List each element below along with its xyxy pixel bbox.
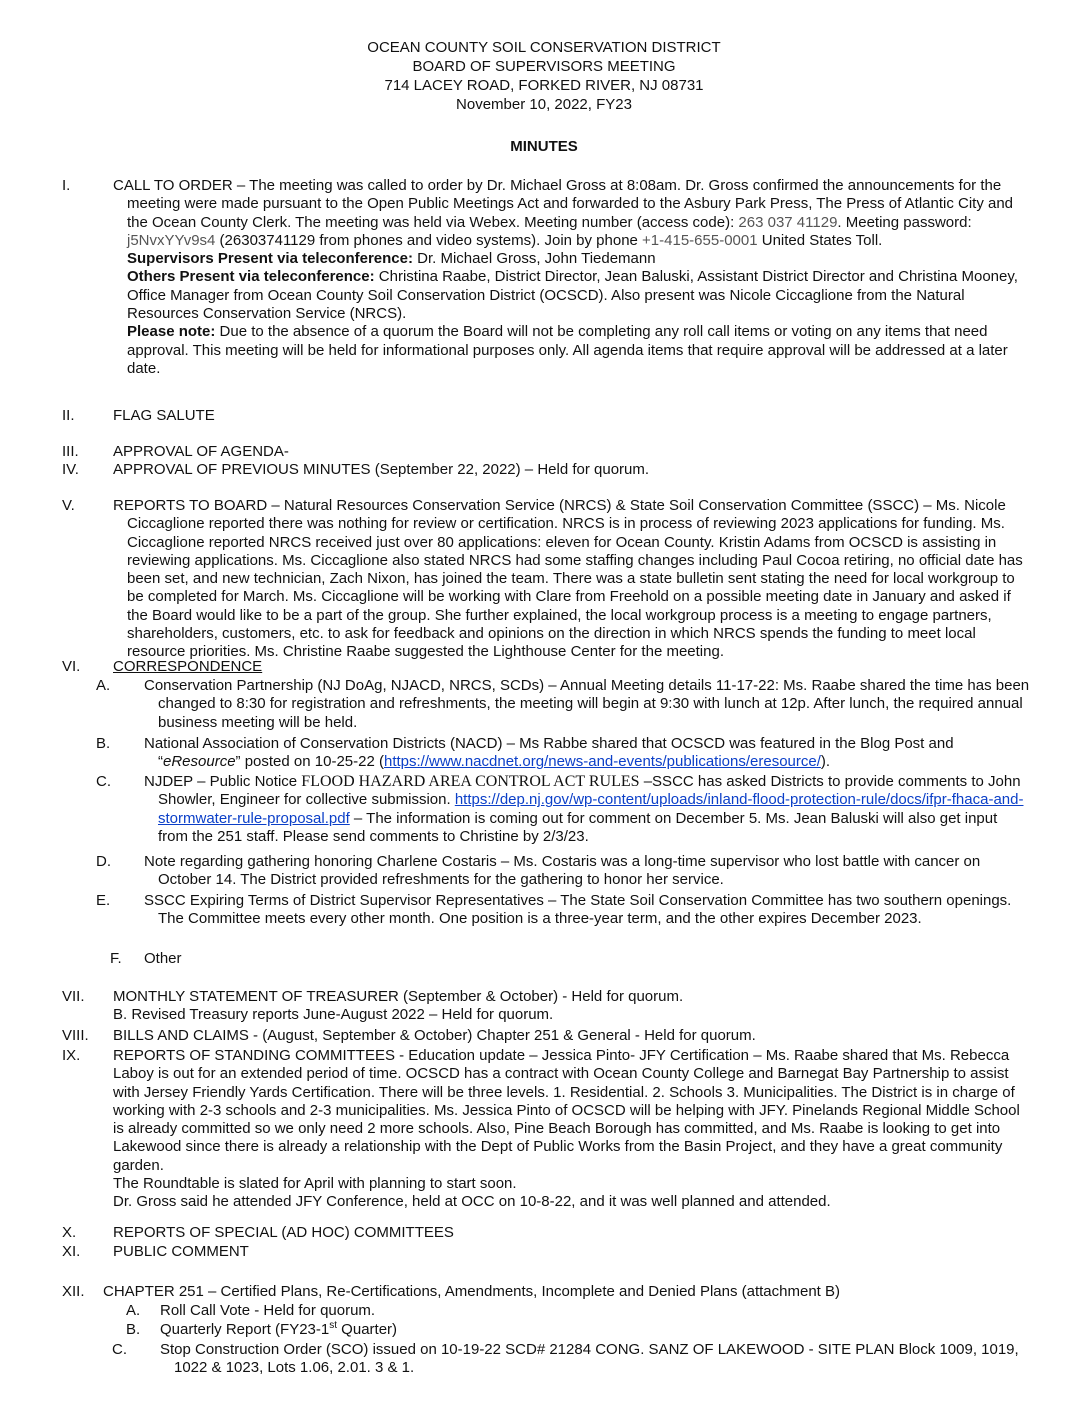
correspondence-item-f bbox=[110, 950, 1030, 968]
dep-rule-proposal-link[interactable]: https://dep.nj.gov/wp-content/uploads/inland-flood-protection-rule/docs/ifpr-fhaca-and-stormwater-rule-proposal.pdf bbox=[158, 791, 1024, 827]
meeting-password: j5NvxYYv9s4 bbox=[127, 231, 216, 249]
correspondence-item-e bbox=[96, 892, 1030, 929]
chapter-251-item-a bbox=[126, 1302, 1030, 1320]
chapter-251-item-c bbox=[112, 1341, 1030, 1378]
item-letter: C. bbox=[112, 1341, 127, 1358]
chapter-251-item-b: B. Quarterly Report (FY23-1st Quarter) bbox=[126, 1320, 398, 1338]
item-letter: A. bbox=[126, 1302, 141, 1319]
rule-name: FLOOD HAZARD AREA CONTROL ACT RULES bbox=[301, 773, 640, 790]
item-text: Other bbox=[144, 950, 182, 967]
correspondence-item-a bbox=[96, 677, 1030, 732]
item-text: SSCC Expiring Terms of District Supervisor Representatives – The State Soil Conservation Committee has two southern openings. The Committee meets every other month. One position is a three-year term, and the other expires December 2023. bbox=[144, 892, 1012, 928]
meeting-address: 714 LACEY ROAD, FORKED RIVER, NJ 08731 bbox=[384, 77, 704, 94]
jfy-conference-note: Dr. Gross said he attended JFY Conference, held at OCC on 10-8-22, and it was well planned and attended. bbox=[113, 1193, 831, 1211]
note-text: Due to the absence of a quorum the Board will not be completing any roll call items or voting on any items that need approval. This meeting will be held for informational purposes only. All agenda items that require approval will be addressed at a later date. bbox=[127, 323, 1008, 377]
section-body: PUBLIC COMMENT bbox=[113, 1243, 249, 1260]
section-number: II. bbox=[62, 407, 75, 424]
item-text: Conservation Partnership (NJ DoAg, NJACD, NRCS, SCDs) – Annual Meeting details 11-17-22: Ms. Raabe shared the time has been changed to 8:30 for registration and refreshments, the meeting will begin at 9:30 with lunch at 12p. After lunch, the required annual business meeting will be held. bbox=[144, 677, 1030, 731]
correspondence-item-c: C. NJDEP – Public Notice FLOOD HAZARD AREA CONTROL ACT RULES –SSCC has asked Districts to provide comments to John Showler, Engineer for collective submission. https://dep.nj.gov/wp-content/uploads/inland-flood-protection-rule/docs/ifpr-fhaca-and-stormwater-rule-proposal.pdf – The information is coming out for comment on December 5. Ms. Jean Baluski will also get input from the 251 staff. Please send comments to Christine by 2/3/23. bbox=[96, 773, 1024, 845]
section-body: REPORTS OF SPECIAL (AD HOC) COMMITTEES bbox=[113, 1224, 454, 1241]
section-body: REPORTS OF STANDING COMMITTEES - Education update – Jessica Pinto- JFY Certification – Ms. Raabe shared that Ms. Rebecca Laboy is out for an extended period of time. OCSCD has a contract with Ocean County College and Barnegat Bay Partnership to assist with Jersey Friendly Yards Certification. There will be three levels. 1. Residential. 2. Schools 3. Municipalities. The District is in charge of working with 2-3 schools and 2-3 municipalities. Ms. Jessica Pinto of OCSCD will be helping with JFY. Pinelands Regional Middle School is already committed so we only need 2 more schools. Also, Pine Beach Borough has committed, and Ms. Raabe is looking to get into Lakewood since there is already a relationship with the Dept of Public Works from the Basin Project, and they have a great community garden. The Roundtable is slated for April with planning to start soon. Dr. Gross said he attended JFY Conference, held at OCC on 10-8-22, and it was well planned and attended. bbox=[113, 1047, 1030, 1212]
access-code: 263 037 41129 bbox=[738, 213, 838, 231]
phone-code: 26303741129 bbox=[224, 231, 316, 249]
item-letter: B. bbox=[126, 1321, 141, 1338]
others-label: Others Present via teleconference: bbox=[127, 268, 375, 286]
meeting-date: November 10, 2022, FY23 bbox=[456, 96, 632, 113]
section-body: MONTHLY STATEMENT OF TREASURER (September & October) - Held for quorum. B. Revised Treasury reports June-August 2022 – Held for quorum. bbox=[113, 988, 1030, 1025]
section-title: CORRESPONDENCE bbox=[113, 658, 263, 675]
roundtable-note: The Roundtable is slated for April with planning to start soon. bbox=[113, 1175, 517, 1193]
eresource-title: eResource bbox=[163, 753, 236, 771]
section-body: REPORTS TO BOARD – Natural Resources Conservation Service (NRCS) & State Soil Conservation Committee (SSCC) – Ms. Nicole Ciccaglione reported there was nothing for review or certification. NRCS is in process of reviewing 2023 applications for funding. Ms. Ciccaglione reported NRCS received just over 80 applications: eleven for Ocean County. Kristin Adams from OCSCD is assisting in reviewing applications. Ms. Ciccaglione also stated NRCS had some staffing changes including Paul Cocoa retiring, no official date has been set, and new technician, Zach Nixon, has joined the team. There was a state bulletin sent stating the need for local workgroup to be completed for March. Ms. Ciccaglione will be working with Clare from Freehold on a possible meeting date in January and asked if the Board would like to be a part of the group. She further explained, the local workgroup process is a meeting to engage partners, shareholders, customers, etc. to ask for feedback and opinions on the direction in which NRCS spends the funding to meet local resource priorities. Ms. Christine Raabe suggested the Lighthouse Center for the meeting. bbox=[113, 497, 1023, 661]
section-body: CHAPTER 251 – Certified Plans, Re-Certifications, Amendments, Incomplete and Denied Plans (attachment B) bbox=[103, 1283, 841, 1300]
item-letter: C. bbox=[96, 773, 111, 790]
others-present: Christina Raabe, District Director, Jean Baluski, Assistant District Director and Christina Mooney, Office Manager from Ocean County Soil Conservation District (OCSCD). Also present was Nicole Ciccaglione from the Natural Resources Conservation Service (NRCS). bbox=[127, 268, 1018, 323]
supervisors-label: Supervisors Present via teleconference: bbox=[127, 250, 413, 268]
revised-treasury: B. Revised Treasury reports June-August 2022 – Held for quorum. bbox=[113, 1006, 554, 1024]
section-number: VIII. bbox=[62, 1027, 89, 1044]
section-number: XI. bbox=[62, 1243, 81, 1260]
section-number: VI. bbox=[62, 658, 81, 675]
section-number: VII. bbox=[62, 988, 85, 1005]
phone-number: +1-415-655-0001 bbox=[642, 231, 758, 249]
correspondence-item-b: B. National Association of Conservation Districts (NACD) – Ms Rabbe shared that OCSCD was featured in the Blog Post and “eResource” posted on 10-25-22 (https://www.nacdnet.org/news-and-events/publications/eresource/). bbox=[96, 735, 954, 771]
item-text: Roll Call Vote - Held for quorum. bbox=[160, 1302, 376, 1319]
section-number: IX. bbox=[62, 1047, 81, 1064]
item-letter: F. bbox=[110, 950, 122, 967]
section-body: APPROVAL OF AGENDA- bbox=[113, 443, 289, 460]
meeting-title: BOARD OF SUPERVISORS MEETING bbox=[412, 58, 676, 75]
section-number: X. bbox=[62, 1224, 77, 1241]
item-text: Note regarding gathering honoring Charlene Costaris – Ms. Costaris was a long-time supervisor who lost battle with cancer on October 14. The District provided refreshments for the gathering to honor her service. bbox=[144, 853, 981, 889]
document-header bbox=[0, 38, 1088, 114]
item-letter: D. bbox=[96, 853, 111, 870]
section-body: CALL TO ORDER – The meeting was called to order by Dr. Michael Gross at 8:08am. Dr. Gross confirmed the announcements for the meeting were made pursuant to the Open Public Meetings Act and forwarded to the Asbury Park Press, The Press of Atlantic City and the Ocean County Clerk. The meeting was held via Webex. Meeting number (access code): 263 037 41129. Meeting password: j5NvxYYv9s4 (26303741129 from phones and video systems). Join by phone +1-415-655-0001 United States Toll. Supervisors Present via teleconference: Dr. Michael Gross, John Tiedemann Others Present via teleconference: Christina Raabe, District Director, Jean Baluski, Assistant District Director and Christina Mooney, Office Manager from Ocean County Soil Conservation District (OCSCD). Also present was Nicole Ciccaglione from the Natural Resources Conservation Service (NRCS). Please note: Due to the absence of a quorum the Board will not be completing any roll call items or voting on any items that need approval. This meeting will be held for informational purposes only. All agenda items that require approval will be addressed at a later date. bbox=[113, 177, 1018, 377]
section-number: V. bbox=[62, 497, 75, 514]
minutes-heading: MINUTES bbox=[510, 138, 578, 155]
superscript-st: st bbox=[329, 1320, 338, 1331]
item-text: Stop Construction Order (SCO) issued on 10-19-22 SCD# 21284 CONG. SANZ OF LAKEWOOD - SITE PLAN Block 1009, 1019, 1022 & 1023, Lots 1.06, 2.01. 3 & 1. bbox=[160, 1341, 1019, 1377]
district-name: OCEAN COUNTY SOIL CONSERVATION DISTRICT bbox=[367, 39, 721, 56]
section-number: I. bbox=[62, 177, 71, 194]
section-number: III. bbox=[62, 443, 79, 460]
section-body: FLAG SALUTE bbox=[113, 407, 215, 424]
section-body: APPROVAL OF PREVIOUS MINUTES (September 22, 2022) – Held for quorum. bbox=[113, 461, 650, 478]
section-number: XII. bbox=[62, 1283, 85, 1300]
section-body: BILLS AND CLAIMS - (August, September & October) Chapter 251 & General - Held for quorum. bbox=[113, 1027, 756, 1044]
nacd-eresource-link[interactable]: https://www.nacdnet.org/news-and-events/publications/eresource/ bbox=[383, 753, 821, 771]
supervisors-present: Dr. Michael Gross, John Tiedemann bbox=[412, 250, 656, 268]
correspondence-item-d bbox=[96, 853, 1030, 890]
section-number: IV. bbox=[62, 461, 79, 478]
note-label: Please note: bbox=[127, 323, 216, 341]
